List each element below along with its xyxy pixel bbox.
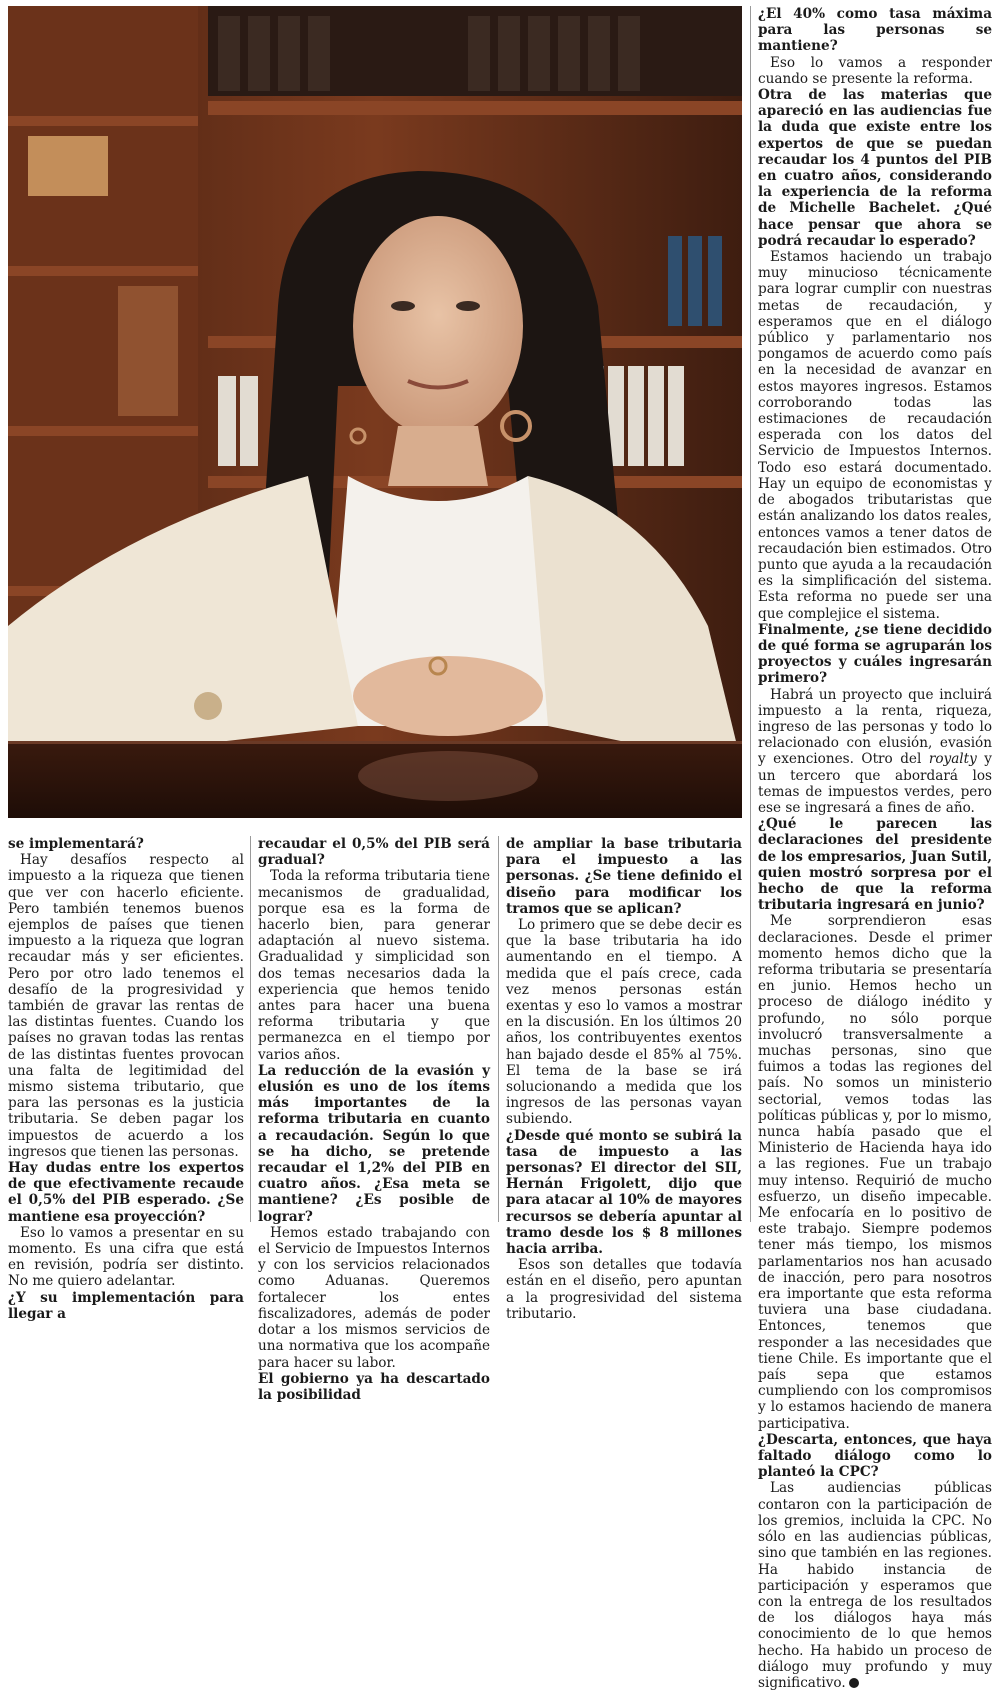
question-paragraph: La reducción de la evasión y elusión es uno de los ítems más importantes de la reforma tributaria en cuanto a recaudación. Según lo que se ha dicho, se pretende recaudar el 1,2% del PIB en cuatro años. ¿Esa meta se mantiene? ¿Es posible de lograr?: [258, 1062, 490, 1225]
answer-paragraph: Me sorprendieron esas declaraciones. Desde el primer momento hemos dicho que la reforma tributaria se presentaría en junio. Hemos hecho un proceso de diálogo inédito y profundo, no sólo porque involucró transversalmente a muchas personas, sino que fuimos a todas las regiones del país. No somos un ministerio sectorial, vemos todas las políticas públicas y, por lo mismo, nunca había pasado que el Ministerio de Hacienda haya ido a las regiones. Fue un trabajo muy intenso. Requirió de mucho esfuerzo, un diseño impecable. Me enfocaría en lo positivo de este trabajo. Siempre podemos tener más tiempo, los mismos parlamentarios nos han acusado de inacción, pero para nosotros era importante que esta reforma tuviera una base ciudadana. Entonces, tenemos que responder a las necesidades que tiene Chile. Es importante que el país sepa que estamos cumpliendo con los compromisos y lo estamos haciendo de manera participativa.: [758, 913, 992, 1432]
question-paragraph: Hay dudas entre los expertos de que efectivamente recaude el 0,5% del PIB esperado. ¿Se mantiene esa proyección?: [8, 1160, 244, 1225]
answer-paragraph: Lo primero que se debe decir es que la base tributaria ha ido aumentando en el tiempo. A medida que el país crece, cada vez menos personas están exentas y eso lo vamos a mostrar en la discusión. En los últimos 20 años, los contribuyentes exentos han bajado desde el 85% al 75%. El tema de la base se irá solucionando a medida que los ingresos de las personas vayan subiendo.: [506, 917, 742, 1128]
end-of-article-icon: ▸: [849, 1678, 859, 1688]
answer-paragraph: Esos son detalles que todavía están en el diseño, pero apuntan a la progresividad del sistema tributario.: [506, 1257, 742, 1322]
article-column-3: [506, 836, 742, 1322]
question-continuation: recaudar el 0,5% del PIB será gradual?: [258, 836, 490, 869]
article-column-2: [258, 836, 490, 1403]
question-paragraph: ¿Qué le parecen las declaraciones del presidente de los empresarios, Juan Sutil, quien mostró sorpresa por el hecho de que la reforma tributaria ingresará en junio?: [758, 816, 992, 914]
answer-paragraph: Hemos estado trabajando con el Servicio de Impuestos Internos y con los servicios relacionados como Aduanas. Queremos fortalecer los entes fiscalizadores, además de poder dotar a los mismos servicios de una normativa que los acompañe para hacer su labor.: [258, 1224, 490, 1371]
answer-text: Habrá un proyecto que incluirá impuesto a la renta, riqueza, ingreso de las personas y todo lo relacionado con elusión, evasión y exenciones. Otro del: [758, 686, 992, 768]
article-column-4: [758, 6, 992, 1691]
question-paragraph: ¿Desde qué monto se subirá la tasa de impuesto a las personas? El director del SII, Hernán Frigolett, dijo que para atacar al 10% de mayores recursos se debería apuntar al tramo desde los $ 8 millones hacia arriba.: [506, 1127, 742, 1258]
answer-paragraph: Estamos haciendo un trabajo muy minucioso técnicamente para lograr cumplir con nuestras metas de recaudación, y esperamos que en el diálogo público y parlamentario nos pongamos de acuerdo como país en la necesidad de avanzar en estos mayores ingresos. Estamos corroborando todas las estimaciones de recaudación esperada con los datos del Servicio de Impuestos Internos. Todo eso estará documentado. Hay un equipo de economistas y de abogados tributaristas que están analizando los datos reales, entonces vamos a tener datos de recaudación bien estimados. Otro punto que ayuda a la recaudación es la simplificación del sistema. Esta reforma no puede ser una que complejice el sistema.: [758, 249, 992, 622]
interview-photo: [8, 6, 742, 818]
question-paragraph: Finalmente, ¿se tiene decidido de qué forma se agruparán los proyectos y cuáles ingresarán primero?: [758, 621, 992, 687]
question-paragraph: Otra de las materias que apareció en las audiencias fue la duda que existe entre los expertos de que se puedan recaudar los 4 puntos del PIB en cuatro años, considerando la experiencia de la reforma de Michelle Bachelet. ¿Qué hace pensar que ahora se podrá recaudar lo esperado?: [758, 87, 992, 249]
question-paragraph: El gobierno ya ha descartado la posibilidad: [258, 1370, 490, 1403]
column-divider: [498, 836, 499, 1222]
answer-paragraph: Eso lo vamos a presentar en su momento. Es una cifra que está en revisión, podría ser distinto. No me quiero adelantar.: [8, 1224, 244, 1290]
question-continuation: de ampliar la base tributaria para el impuesto a las personas. ¿Se tiene definido el diseño para modificar los tramos que se aplican?: [506, 836, 742, 917]
answer-paragraph: Eso lo vamos a responder cuando se presente la reforma.: [758, 54, 992, 87]
question-continuation: se implementará?: [8, 836, 144, 852]
answer-paragraph: Toda la reforma tributaria tiene mecanismos de gradualidad, porque esa es la forma de hacerlo bien, para generar adaptación al nuevo sistema. Gradualidad y simplicidad son dos temas necesarios dada la experiencia que hemos tenido antes para hacer una buena reforma tributaria y que permanezca en el tiempo por varios años.: [258, 868, 490, 1063]
emphasis-word: royalty: [928, 751, 977, 768]
answer-text: y un tercero que abordará los temas de impuestos verdes, pero ese se ingresará a fines de año.: [758, 751, 992, 816]
question-paragraph: ¿Descarta, entonces, que haya faltado diálogo como lo planteó la CPC?: [758, 1431, 992, 1481]
column-divider: [750, 6, 751, 1222]
answer-text: Las audiencias públicas contaron con la participación de los gremios, incluida la CPC. No sólo en las audiencias públicas, sino que también en las regiones. Ha habido instancia de participación y esperamos que con la entrega de los resultados de los diálogos haya más conocimiento de lo que hemos hecho. Ha habido un proceso de diálogo muy profundo y muy significativo.: [758, 1480, 992, 1691]
question-paragraph: ¿El 40% como tasa máxima para las personas se mantiene?: [758, 6, 992, 55]
photo-illustration: [8, 6, 742, 818]
answer-paragraph: [758, 687, 992, 817]
question-paragraph: ¿Y su implementación para llegar a: [8, 1289, 244, 1322]
article-column-1: [8, 836, 244, 1322]
column-divider: [250, 836, 251, 1222]
answer-paragraph: Hay desafíos respecto al impuesto a la riqueza que tienen que ver con hacerlo eficiente. Pero también tenemos buenos ejemplos de países que tienen impuesto a la riqueza que logran recaudar más y ser eficientes. Pero por otro lado tenemos el desafío de la progresividad y también de gravar las rentas de las distintas fuentes. Cuando los países no gravan todas las rentas de las distintas fuentes provocan una falta de legitimidad del mismo sistema tributario, que para las personas es la justicia tributaria. Se deben pagar los impuestos de acuerdo a los ingresos que tienen las personas.: [8, 852, 244, 1160]
answer-paragraph-final: [758, 1480, 992, 1691]
